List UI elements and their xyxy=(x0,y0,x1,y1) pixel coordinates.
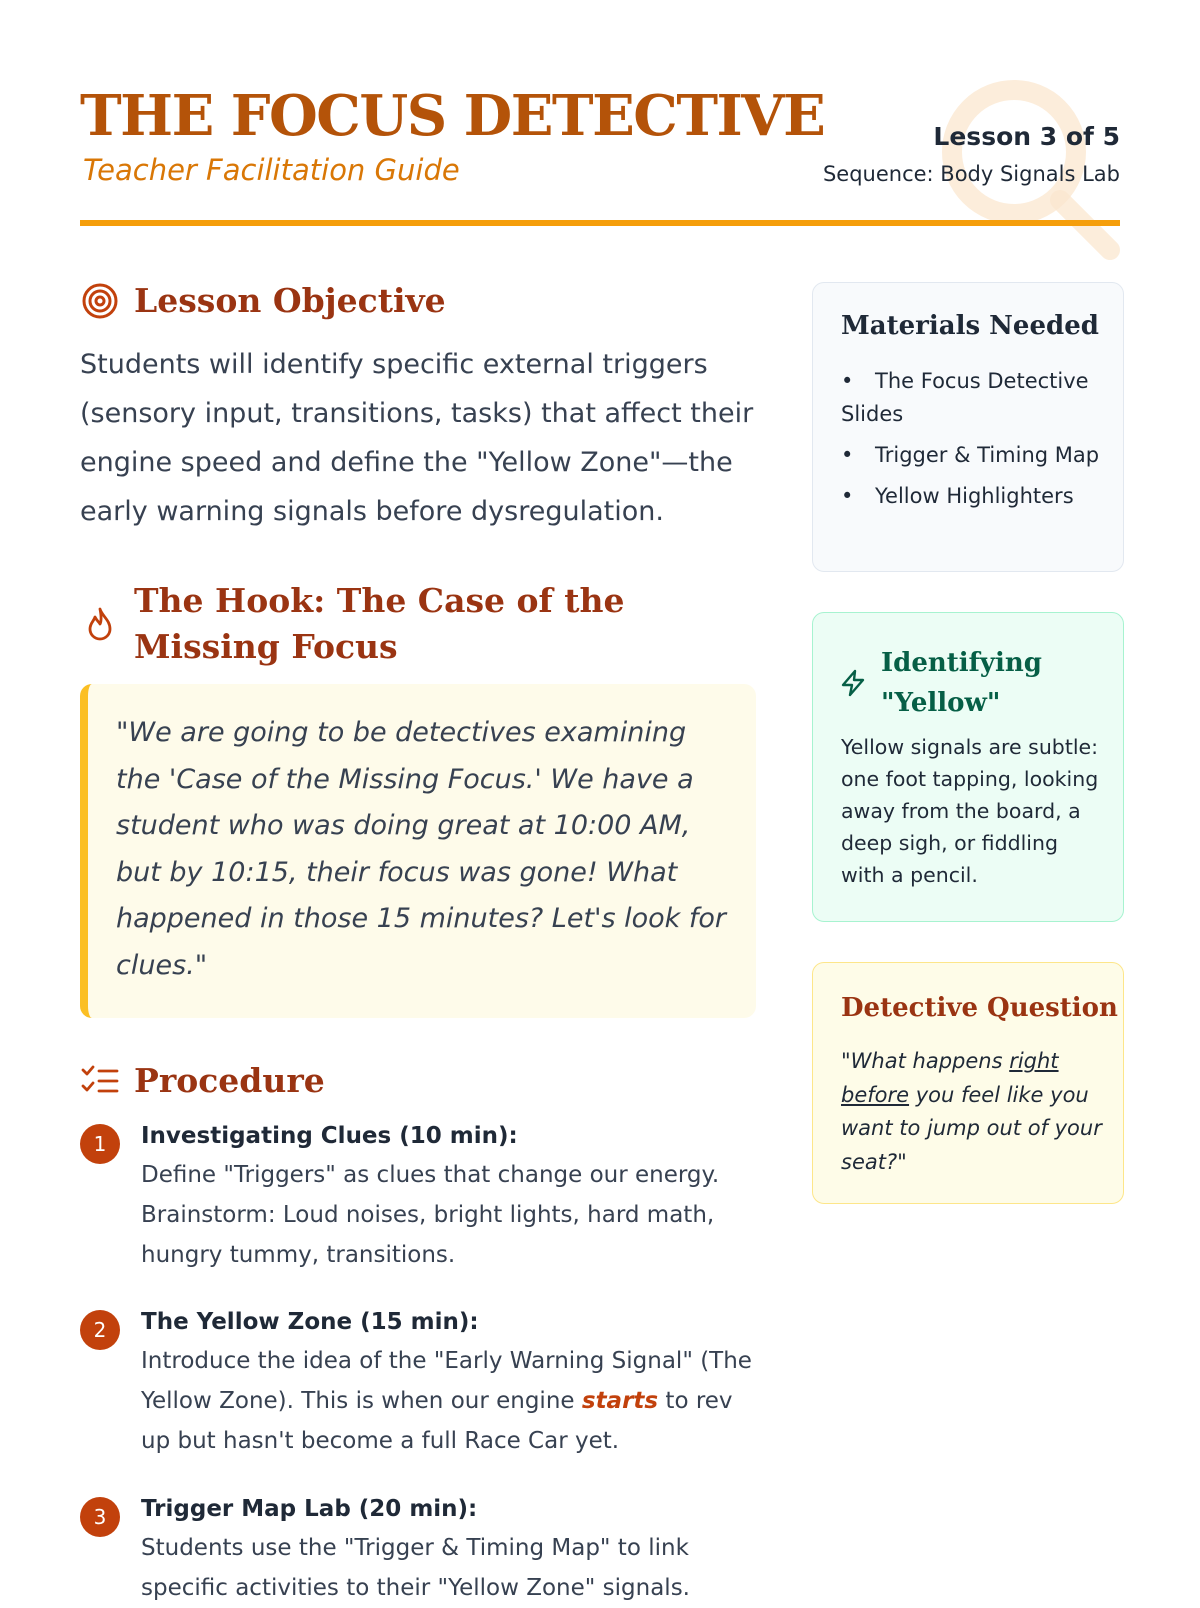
step-text: Define "Triggers" as clues that change our energy. Brainstorm: Loud noises, bright lights, hard math, hungry tummy, transitions. xyxy=(141,1162,720,1268)
detective-question-heading: Detective Question xyxy=(841,993,1118,1023)
detective-question-text xyxy=(841,1045,1103,1179)
step-number-badge: 2 xyxy=(80,1310,120,1350)
identifying-yellow-heading: Identifying "Yellow" xyxy=(881,648,1042,718)
header-divider xyxy=(80,220,1120,226)
step-number-badge: 3 xyxy=(80,1497,120,1537)
materials-list xyxy=(841,365,1109,521)
materials-item-label: Yellow Highlighters xyxy=(875,484,1074,508)
step-title: Investigating Clues (10 min): xyxy=(141,1123,518,1149)
step-text-before: Introduce the idea of the "Early Warning Signal" (The Yellow Zone). This is when our engine xyxy=(141,1348,752,1414)
materials-heading: Materials Needed xyxy=(841,311,1099,341)
page-subtitle: Teacher Facilitation Guide xyxy=(83,153,460,187)
step-number-badge: 1 xyxy=(80,1124,120,1164)
step-text: Students use the "Trigger & Timing Map" to link specific activities to their "Yellow Zone" signals. xyxy=(141,1535,690,1601)
objective-heading-text: Lesson Objective xyxy=(134,281,446,320)
page-header xyxy=(80,80,1120,232)
hook-heading xyxy=(80,578,680,670)
page-title: THE FOCUS DETECTIVE xyxy=(80,83,825,149)
step-title: The Yellow Zone (15 min): xyxy=(141,1309,479,1335)
objective-text: Students will identify specific external triggers (sensory input, transitions, tasks) that affect their engine speed and define the "Yellow Zone"—the early warning signals before dysregulation. xyxy=(80,349,754,527)
question-text-after: you feel like you want to jump out of your seat?" xyxy=(841,1082,1102,1174)
sequence-label: Sequence: Body Signals Lab xyxy=(822,162,1120,186)
procedure-heading-text: Procedure xyxy=(134,1061,325,1100)
hook-quote-box xyxy=(80,684,756,1018)
hook-quote-text: "We are going to be detectives examining the 'Case of the Missing Focus.' We have a student who was doing great at 10:00 AM, but by 10:15, their focus was gone! What happened in those 15 minutes? Let's look for clues." xyxy=(116,717,727,981)
checklist-icon xyxy=(80,1061,120,1101)
materials-card xyxy=(812,282,1124,572)
flame-icon xyxy=(80,604,120,644)
procedure-heading xyxy=(80,1058,325,1104)
target-icon xyxy=(80,281,120,321)
materials-item-label: The Focus Detective Slides xyxy=(841,369,1089,426)
bullet-icon: • xyxy=(841,484,854,508)
identifying-yellow-card xyxy=(812,612,1124,922)
lesson-number: Lesson 3 of 5 xyxy=(933,122,1120,151)
step-text-emphasis: starts xyxy=(581,1388,659,1414)
list-item xyxy=(841,439,1109,472)
bullet-icon: • xyxy=(841,443,854,467)
materials-item-label: Trigger & Timing Map xyxy=(875,443,1100,467)
hook-heading-text: The Hook: The Case of the Missing Focus xyxy=(134,581,625,666)
question-text-underlined: right before xyxy=(841,1049,1059,1107)
step-title: Trigger Map Lab (20 min): xyxy=(141,1496,478,1522)
list-item xyxy=(841,480,1109,513)
step-text xyxy=(141,1341,761,1461)
lightning-icon xyxy=(839,669,867,697)
list-item xyxy=(841,365,1109,431)
step-text-after: to rev up but hasn't become a full Race Car yet. xyxy=(141,1388,733,1454)
bullet-icon: • xyxy=(841,369,854,393)
objective-heading xyxy=(80,278,446,324)
question-text-before: "What happens xyxy=(841,1049,1010,1073)
identifying-yellow-text: Yellow signals are subtle: one foot tapping, looking away from the board, a deep sigh, or fiddling with a pencil. xyxy=(841,735,1099,887)
detective-question-card xyxy=(812,962,1124,1204)
